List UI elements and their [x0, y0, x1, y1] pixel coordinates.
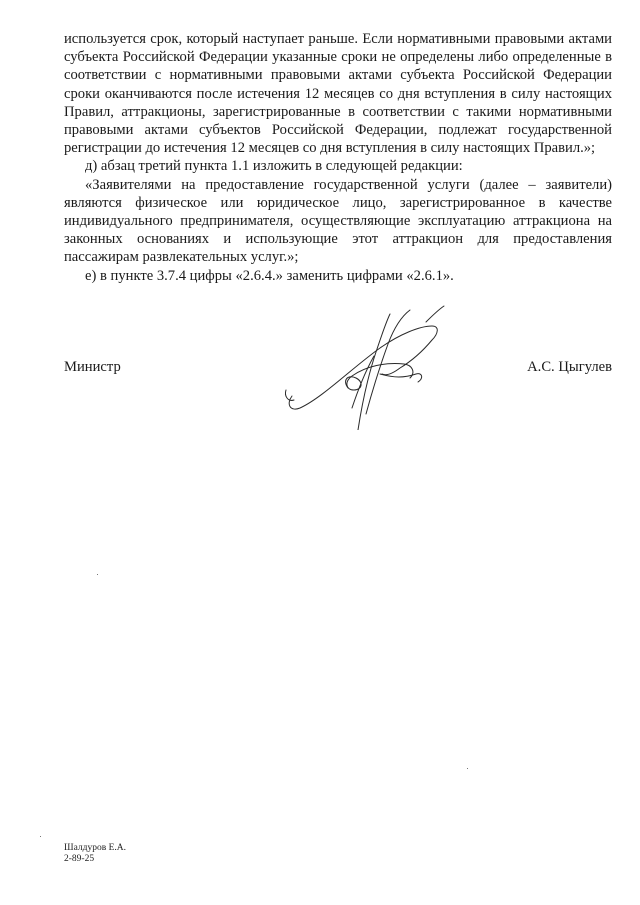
scan-speck	[40, 836, 41, 837]
paragraph-amendment-d: д) абзац третий пункта 1.1 изложить в следующей редакции:	[85, 158, 463, 175]
paragraph-applicants-definition: «Заявителями на предоставление государственной услуги (далее – заявители) являются физическое или юридическое лицо, зарегистрированное в качестве индивидуального предпринимателя, осуществляющие эксплуатацию аттракциона на законных основаниях и использующие этот аттракцион для предоставления пассажирам развлекательных услуг.»;	[64, 176, 612, 266]
handwritten-signature	[282, 304, 452, 430]
signatory-title: Министр	[64, 359, 121, 375]
signatory-name: А.С. Цыгулев	[527, 359, 612, 375]
executor-name: Шалдуров Е.А.	[64, 843, 126, 853]
executor-phone: 2-89-25	[64, 854, 95, 864]
scan-speck	[467, 768, 468, 769]
document-body	[64, 30, 612, 285]
scan-speck	[97, 574, 98, 575]
executor-footer	[64, 843, 126, 865]
paragraph-amendment-e: е) в пункте 3.7.4 цифры «2.6.4.» заменить цифрами «2.6.1».	[85, 267, 454, 284]
paragraph-continuation: используется срок, который наступает раньше. Если нормативными правовыми актами субъекта Российской Федерации указанные сроки не определены либо определенные в соответствии с нормативными правовыми актами субъекта Российской Федерации сроки оканчиваются после истечения 12 месяцев со дня вступления в силу настоящих Правил, аттракционы, зарегистрированные в соответствии с такими нормативными правовыми актами субъектов Российской Федерации, подлежат государственной регистрации до истечения 12 месяцев со дня вступления в силу настоящих Правил.»;	[64, 31, 612, 157]
